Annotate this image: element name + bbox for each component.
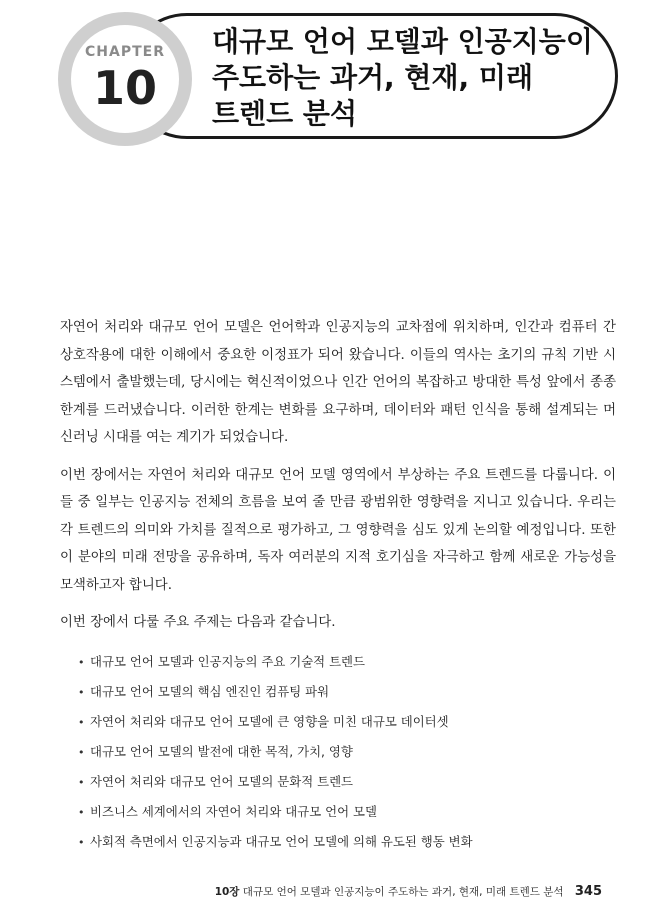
intro-paragraph: 자연어 처리와 대규모 언어 모델은 언어학과 인공지능의 교차점에 위치하며, 인간과 컴퓨터 간 상호작용에 대한 이해에서 중요한 이정표가 되어 왔습니다. 이들의 역사는 초기의 규칙 기반 시스템에서 출발했는데, 당시에는 혁신적이었으나 인간 언어의 복잡하고 방대한 특성 앞에서 종종 한계를 드러냈습니다. 이러한 한계는 변화를 요구하며, 데이터와 패턴 인식을 통해 설계되는 머신러닝 시대를 여는 계기가 되었습니다. bbox=[60, 320, 616, 445]
topic-label: 대규모 언어 모델의 핵심 엔진인 컴퓨팅 파워 bbox=[90, 683, 330, 699]
chapter-label: CHAPTER bbox=[85, 44, 165, 60]
topic-list-item bbox=[78, 707, 616, 737]
topic-label: 사회적 측면에서 인공지능과 대규모 언어 모델에 의해 유도된 행동 변화 bbox=[90, 833, 473, 849]
topic-label: 대규모 언어 모델의 발전에 대한 목적, 가치, 영향 bbox=[90, 743, 353, 759]
topic-label: 자연어 처리와 대규모 언어 모델의 문화적 트렌드 bbox=[90, 773, 354, 789]
chapter-title-line: 주도하는 과거, 현재, 미래 bbox=[212, 61, 533, 94]
bullet-icon: • bbox=[78, 835, 85, 849]
topic-label: 자연어 처리와 대규모 언어 모델에 큰 영향을 미친 대규모 데이터셋 bbox=[90, 713, 449, 729]
chapter-header bbox=[0, 0, 666, 170]
topic-list-item bbox=[78, 767, 616, 797]
bullet-icon: • bbox=[78, 745, 85, 759]
chapter-number: 10 bbox=[92, 61, 157, 115]
bullet-icon: • bbox=[78, 655, 85, 669]
chapter-title-line: 트렌드 분석 bbox=[212, 97, 357, 130]
topic-list-item bbox=[78, 647, 616, 677]
topic-label: 비즈니스 세계에서의 자연어 처리와 대규모 언어 모델 bbox=[90, 803, 377, 819]
footer-running-title: 대규모 언어 모델과 인공지능이 주도하는 과거, 현재, 미래 트렌드 분석 bbox=[242, 886, 564, 898]
bullet-icon: • bbox=[78, 775, 85, 789]
chapter-body bbox=[60, 314, 616, 857]
bullet-icon: • bbox=[78, 805, 85, 819]
topic-list bbox=[60, 647, 616, 857]
bullet-icon: • bbox=[78, 685, 85, 699]
chapter-overview-paragraph: 이번 장에서는 자연어 처리와 대규모 언어 모델 영역에서 부상하는 주요 트렌드를 다룹니다. 이들 중 일부는 인공지능 전체의 흐름을 보여 줄 만큼 광범위한 영향력을 지니고 있습니다. 우리는 각 트렌드의 의미와 가치를 질적으로 평가하고, 그 영향력을 심도 있게 논의할 예정입니다. 또한 이 분야의 미래 전망을 공유하며, 독자 여러분의 지적 호기심을 자극하고 함께 새로운 가능성을 모색하고자 합니다. bbox=[60, 467, 616, 593]
topic-list-item bbox=[78, 737, 616, 767]
topic-list-item bbox=[78, 677, 616, 707]
page-footer bbox=[0, 884, 602, 899]
topic-label: 대규모 언어 모델과 인공지능의 주요 기술적 트렌드 bbox=[90, 653, 365, 669]
page-number: 345 bbox=[574, 884, 602, 899]
chapter-title bbox=[212, 24, 602, 132]
topic-list-intro: 이번 장에서 다룰 주요 주제는 다음과 같습니다. bbox=[60, 615, 336, 630]
bullet-icon: • bbox=[78, 715, 85, 729]
chapter-title-line: 대규모 언어 모델과 인공지능이 bbox=[212, 25, 593, 58]
topic-list-item bbox=[78, 827, 616, 857]
topic-list-item bbox=[78, 797, 616, 827]
footer-chapter-ref: 10장 bbox=[214, 886, 240, 898]
